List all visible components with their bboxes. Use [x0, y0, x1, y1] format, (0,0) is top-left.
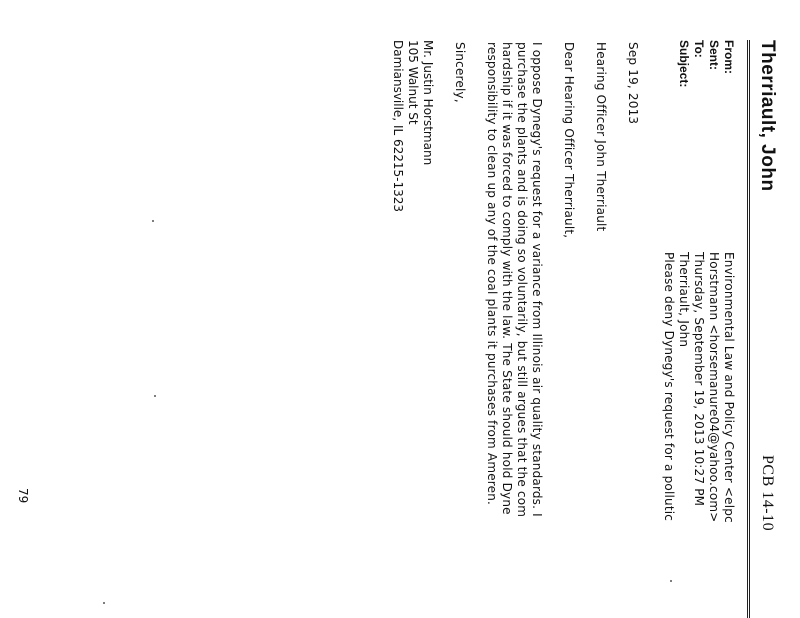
scan-speck: [103, 602, 105, 604]
sender-address: Horstmann <horsemanure04@yahoo.com>: [707, 252, 721, 523]
signature-line: 105 Walnut St: [406, 40, 420, 125]
header-divider: [747, 40, 750, 618]
sent-label: Sent:: [707, 40, 721, 70]
page-number: 79: [16, 488, 30, 504]
letter-salutation: Dear Hearing Officer Therriault,: [562, 42, 576, 239]
docket-number: PCB 14-10: [759, 455, 776, 532]
signature-line: Mr. Justin Horstmann: [421, 40, 435, 166]
letter-addressee: Hearing Officer John Therriault: [594, 42, 608, 232]
paragraph-line: responsibility to clean up any of the coal plants it purchases from Ameren.: [485, 42, 499, 506]
letter-date: Sep 19, 2013: [626, 42, 640, 125]
scan-speck: [670, 580, 672, 582]
signature-line: Damiansville, IL 62215-1323: [391, 40, 405, 213]
recipient-name-heading: Therriault, John: [757, 40, 778, 192]
paragraph-line: I oppose Dynegy's request for a variance from Illinois air quality standards. I: [530, 42, 544, 517]
letter-closing: Sincerely,: [453, 42, 467, 103]
subject-value: Please deny Dynegy's request for a pollutic: [662, 252, 676, 522]
from-value: Environmental Law and Policy Center <elpc: [722, 252, 736, 523]
to-label: To:: [692, 40, 706, 58]
paragraph-line: purchase the plants and is doing so voluntarily, but still argues that the com: [515, 42, 529, 518]
subject-label: Subject:: [677, 40, 691, 88]
sent-date: Thursday, September 19, 2013 10:27 PM: [692, 252, 706, 507]
scan-speck: [154, 395, 156, 397]
scan-speck: [152, 220, 154, 222]
paragraph-line: hardship if it was forced to comply with the law. The State should hold Dyne: [500, 42, 514, 515]
from-label: From:: [722, 40, 736, 74]
to-value: Therriault, John: [677, 252, 691, 348]
